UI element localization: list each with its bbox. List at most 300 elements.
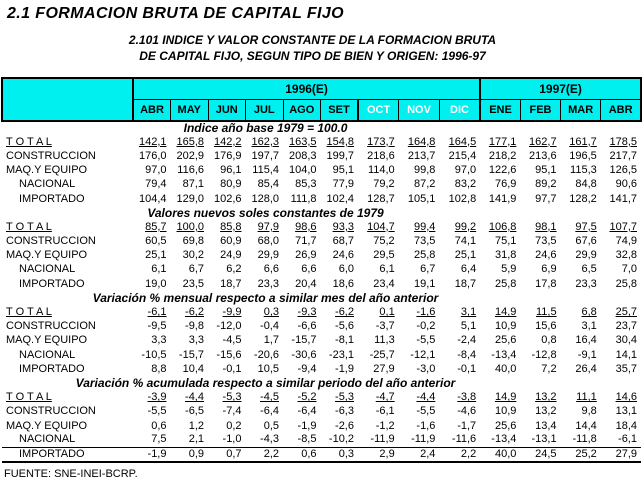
row-label-nacional: NACIONAL bbox=[19, 178, 76, 191]
value-cell: -5,6 bbox=[335, 320, 354, 333]
value-cell: 165,8 bbox=[176, 135, 204, 148]
month-header-abr-0: ABR bbox=[133, 100, 171, 122]
value-cell: 142,2 bbox=[213, 135, 242, 148]
value-cell: -11,9 bbox=[370, 433, 395, 446]
value-cell: -3,7 bbox=[375, 320, 395, 333]
section-title-3: Variación % acumulada respecto a similar periodo del año anterior bbox=[75, 376, 456, 390]
value-cell: 100,0 bbox=[176, 220, 204, 233]
value-cell: 25,6 bbox=[494, 419, 517, 432]
value-cell: 7,5 bbox=[151, 433, 167, 446]
value-cell: 178,5 bbox=[609, 135, 637, 148]
value-cell: 25,2 bbox=[561, 447, 601, 462]
value-cell: 7,0 bbox=[621, 263, 637, 276]
value-cell: 0,2 bbox=[226, 419, 242, 432]
value-cell: 68,0 bbox=[257, 235, 279, 248]
value-cell: -1,9 bbox=[297, 419, 317, 432]
value-cell: 2,2 bbox=[439, 447, 480, 462]
value-cell: -6,5 bbox=[185, 405, 204, 418]
value-cell: 6,7 bbox=[420, 263, 436, 276]
value-cell: -13,4 bbox=[491, 348, 517, 361]
value-cell: 97,9 bbox=[257, 220, 279, 233]
value-cell: 75,2 bbox=[373, 235, 395, 248]
value-cell: 114,0 bbox=[367, 164, 395, 177]
row-label-maq-y-equipo: MAQ.Y EQUIPO bbox=[6, 249, 88, 262]
value-cell: 104,0 bbox=[288, 164, 317, 177]
value-cell: 84,8 bbox=[575, 178, 597, 191]
value-cell: 97,0 bbox=[145, 164, 167, 177]
value-cell: 25,8 bbox=[615, 277, 637, 290]
value-cell: 102,6 bbox=[213, 192, 242, 205]
value-cell: 3,1 bbox=[581, 320, 597, 333]
value-cell: 5,1 bbox=[460, 320, 477, 333]
value-cell: 40,0 bbox=[494, 362, 517, 375]
value-cell: -6,4 bbox=[297, 405, 317, 418]
value-cell: -6,1 bbox=[375, 405, 395, 418]
value-cell: 68,7 bbox=[332, 235, 354, 248]
value-cell: 74,9 bbox=[615, 235, 637, 248]
page-title: 2.1 FORMACION BRUTA DE CAPITAL FIJO bbox=[7, 5, 344, 22]
value-cell: -1,7 bbox=[457, 419, 477, 432]
document-page bbox=[0, 5, 643, 491]
section-title-1: Valores nuevos soles constantes de 1979 bbox=[147, 206, 384, 220]
row-label-construccion: CONSTRUCCION bbox=[6, 320, 96, 333]
value-cell: -12,0 bbox=[216, 320, 242, 333]
value-cell: -1,6 bbox=[416, 419, 436, 432]
value-cell: 99,4 bbox=[413, 220, 436, 233]
value-cell: -5,5 bbox=[416, 334, 436, 347]
value-cell: 14,6 bbox=[615, 391, 637, 404]
value-cell: -5,5 bbox=[416, 405, 436, 418]
value-cell: 31,8 bbox=[494, 249, 517, 262]
value-cell: 25,8 bbox=[494, 277, 517, 290]
value-cell: 99,2 bbox=[454, 220, 477, 233]
value-cell: -8,1 bbox=[335, 334, 354, 347]
value-cell: 0,8 bbox=[541, 334, 557, 347]
value-cell: 6,5 bbox=[581, 263, 597, 276]
value-cell: 10,5 bbox=[257, 362, 279, 375]
value-cell: 177,1 bbox=[488, 135, 517, 148]
month-header-oct-6: OCT bbox=[358, 100, 399, 122]
value-cell: 77,9 bbox=[332, 178, 354, 191]
value-cell: 87,2 bbox=[413, 178, 436, 191]
row-label-importado: IMPORTADO bbox=[19, 362, 85, 375]
value-cell: 79,2 bbox=[373, 178, 395, 191]
table-row-importado bbox=[2, 447, 641, 462]
value-cell: -7,4 bbox=[222, 405, 242, 418]
value-cell: -12,8 bbox=[531, 348, 557, 361]
year-header-1997-e: 1997(E) bbox=[480, 78, 641, 100]
value-cell: 3,1 bbox=[460, 306, 477, 319]
value-cell: -1,0 bbox=[222, 433, 242, 446]
value-cell: -6,1 bbox=[618, 433, 637, 446]
value-cell: 6,1 bbox=[151, 263, 167, 276]
value-cell: -1,9 bbox=[133, 447, 171, 462]
value-cell: 5,9 bbox=[501, 263, 517, 276]
value-cell: 73,5 bbox=[535, 235, 557, 248]
value-cell: 11,5 bbox=[535, 306, 557, 319]
value-cell: 6,1 bbox=[379, 263, 395, 276]
value-cell: 25,1 bbox=[454, 249, 477, 262]
value-cell: -3,8 bbox=[457, 391, 477, 404]
value-cell: 85,3 bbox=[295, 178, 317, 191]
value-cell: 105,1 bbox=[407, 192, 436, 205]
value-cell: 111,8 bbox=[290, 192, 317, 205]
value-cell: 164,5 bbox=[448, 135, 477, 148]
value-cell: 218,2 bbox=[488, 149, 517, 162]
value-cell: 96,1 bbox=[220, 164, 242, 177]
value-cell: -1,2 bbox=[375, 419, 395, 432]
value-cell: 0,3 bbox=[321, 447, 359, 462]
value-cell: 0,7 bbox=[208, 447, 246, 462]
value-cell: -5,2 bbox=[297, 391, 317, 404]
value-cell: 97,7 bbox=[535, 192, 557, 205]
table-row-importado bbox=[2, 192, 641, 206]
row-label-maq-y-equipo: MAQ.Y EQUIPO bbox=[6, 419, 88, 432]
value-cell: 15,6 bbox=[535, 320, 557, 333]
table-row-importado bbox=[2, 362, 641, 376]
value-cell: 102,8 bbox=[448, 192, 477, 205]
row-label-t-o-t-a-l: T O T A L bbox=[6, 306, 52, 319]
table-row-t-o-t-a-l bbox=[2, 391, 641, 405]
month-header-feb-10: FEB bbox=[520, 100, 560, 122]
value-cell: -0,2 bbox=[416, 320, 436, 333]
value-cell: 97,0 bbox=[454, 164, 477, 177]
value-cell: 13,2 bbox=[535, 405, 557, 418]
value-cell: 18,6 bbox=[332, 277, 354, 290]
value-cell: 76,9 bbox=[494, 178, 517, 191]
section-title-row-2 bbox=[2, 291, 641, 305]
value-cell: 85,7 bbox=[145, 220, 167, 233]
subtitle-line-1: 2.101 INDICE Y VALOR CONSTANTE DE LA FORMACION BRUTA bbox=[128, 33, 497, 47]
table-row-maq-y-equipo bbox=[2, 334, 641, 348]
value-cell: -4,4 bbox=[185, 391, 204, 404]
section-title-row-0 bbox=[2, 121, 641, 135]
value-cell: -1,9 bbox=[335, 362, 354, 375]
value-cell: 141,7 bbox=[609, 192, 637, 205]
value-cell: 10,4 bbox=[182, 362, 204, 375]
value-cell: 6,7 bbox=[188, 263, 204, 276]
table-row-nacional bbox=[2, 178, 641, 192]
value-cell: -4,4 bbox=[416, 391, 436, 404]
value-cell: 102,4 bbox=[326, 192, 354, 205]
value-cell: 71,7 bbox=[295, 235, 317, 248]
row-label-nacional: NACIONAL bbox=[19, 348, 76, 361]
value-cell: 23,3 bbox=[257, 277, 279, 290]
row-header-line-2 bbox=[3, 100, 132, 120]
month-header-ene-9: ENE bbox=[480, 100, 520, 122]
value-cell: 67,6 bbox=[575, 235, 597, 248]
value-cell: 6,9 bbox=[541, 263, 557, 276]
value-cell: -15,7 bbox=[178, 348, 204, 361]
value-cell: -3,0 bbox=[416, 362, 436, 375]
value-cell: 74,1 bbox=[454, 235, 477, 248]
value-cell: 93,3 bbox=[332, 220, 354, 233]
value-cell: -6,2 bbox=[185, 306, 204, 319]
value-cell: -4,6 bbox=[457, 405, 477, 418]
value-cell: 126,5 bbox=[609, 164, 637, 177]
value-cell: 104,7 bbox=[367, 220, 395, 233]
month-header-jun-2: JUN bbox=[208, 100, 246, 122]
section-title-0: Indice año base 1979 = 100.0 bbox=[183, 121, 348, 136]
value-cell: -1,6 bbox=[416, 306, 436, 319]
value-cell: 0,1 bbox=[379, 306, 395, 319]
value-cell: 197,7 bbox=[251, 149, 279, 162]
value-cell: 2,4 bbox=[399, 447, 440, 462]
value-cell: 73,5 bbox=[413, 235, 436, 248]
value-cell: 17,8 bbox=[535, 277, 557, 290]
value-cell: 0,9 bbox=[171, 447, 209, 462]
value-cell: -0,1 bbox=[457, 362, 477, 375]
value-cell: 128,2 bbox=[569, 192, 597, 205]
value-cell: 14,9 bbox=[494, 306, 517, 319]
row-label-maq-y-equipo: MAQ.Y EQUIPO bbox=[6, 334, 88, 347]
value-cell: 176,9 bbox=[213, 149, 242, 162]
value-cell: 142,1 bbox=[138, 135, 167, 148]
value-cell: 3,3 bbox=[151, 334, 167, 347]
value-cell: -5,5 bbox=[147, 405, 167, 418]
row-label-construccion: CONSTRUCCION bbox=[6, 235, 96, 248]
value-cell: 85,4 bbox=[257, 178, 279, 191]
value-cell: -0,4 bbox=[260, 320, 279, 333]
section-title-row-1 bbox=[2, 206, 641, 220]
value-cell: 99,8 bbox=[413, 164, 436, 177]
value-cell: 25,6 bbox=[494, 334, 517, 347]
value-cell: -4,5 bbox=[260, 391, 279, 404]
table-body bbox=[2, 121, 641, 462]
value-cell: -6,2 bbox=[335, 306, 354, 319]
value-cell: 213,7 bbox=[407, 149, 436, 162]
value-cell: -13,1 bbox=[531, 433, 557, 446]
table-row-t-o-t-a-l bbox=[2, 135, 641, 149]
row-label-t-o-t-a-l: T O T A L bbox=[6, 135, 52, 148]
value-cell: 128,0 bbox=[251, 192, 279, 205]
value-cell: -6,3 bbox=[335, 405, 354, 418]
value-cell: 14,9 bbox=[494, 391, 517, 404]
value-cell: 116,6 bbox=[177, 164, 204, 177]
value-cell: 19,0 bbox=[145, 277, 167, 290]
value-cell: 163,5 bbox=[288, 135, 317, 148]
value-cell: 85,8 bbox=[220, 220, 242, 233]
value-cell: -9,1 bbox=[577, 348, 597, 361]
value-cell: 24,6 bbox=[535, 249, 557, 262]
value-cell: 213,6 bbox=[529, 149, 557, 162]
value-cell: -0,1 bbox=[222, 362, 242, 375]
value-cell: 164,8 bbox=[407, 135, 436, 148]
table-row-nacional bbox=[2, 348, 641, 362]
value-cell: 0,5 bbox=[263, 419, 279, 432]
row-label-importado: IMPORTADO bbox=[19, 277, 85, 290]
value-cell: 6,6 bbox=[301, 263, 317, 276]
value-cell: 7,2 bbox=[541, 362, 557, 375]
row-label-t-o-t-a-l: T O T A L bbox=[6, 220, 52, 233]
value-cell: 10,9 bbox=[494, 320, 517, 333]
table-row-nacional bbox=[2, 263, 641, 277]
value-cell: 3,3 bbox=[188, 334, 204, 347]
value-cell: 25,7 bbox=[615, 306, 637, 319]
table-subtitle bbox=[0, 32, 643, 64]
value-cell: 13,1 bbox=[615, 405, 637, 418]
value-cell: 40,0 bbox=[480, 447, 520, 462]
value-cell: -11,6 bbox=[451, 433, 477, 446]
table-row-construccion bbox=[2, 149, 641, 163]
value-cell: 13,4 bbox=[535, 419, 557, 432]
value-cell: 95,1 bbox=[332, 164, 354, 177]
value-cell: 13,2 bbox=[535, 391, 557, 404]
table-row-nacional bbox=[2, 433, 641, 447]
value-cell: 106,8 bbox=[488, 220, 517, 233]
value-cell: 19,1 bbox=[413, 277, 436, 290]
value-cell: 83,2 bbox=[454, 178, 477, 191]
row-header-cell bbox=[2, 78, 133, 121]
value-cell: 8,8 bbox=[151, 362, 167, 375]
row-label-importado: IMPORTADO bbox=[2, 447, 133, 462]
row-label-construccion: CONSTRUCCION bbox=[6, 405, 96, 418]
value-cell: 162,3 bbox=[251, 135, 279, 148]
value-cell: 89,2 bbox=[535, 178, 557, 191]
value-cell: 18,7 bbox=[220, 277, 242, 290]
value-cell: -3,9 bbox=[147, 391, 167, 404]
table-row-construccion bbox=[2, 405, 641, 419]
section-title-row-3 bbox=[2, 376, 641, 390]
value-cell: 0,6 bbox=[283, 447, 321, 462]
value-cell: 27,9 bbox=[601, 447, 641, 462]
value-cell: 35,7 bbox=[615, 362, 637, 375]
value-cell: 24,6 bbox=[332, 249, 354, 262]
value-cell: -13,4 bbox=[491, 433, 517, 446]
value-cell: 128,7 bbox=[367, 192, 395, 205]
value-cell: 11,3 bbox=[374, 334, 395, 347]
value-cell: -9,9 bbox=[222, 306, 242, 319]
value-cell: 20,4 bbox=[295, 277, 317, 290]
value-cell: 26,4 bbox=[575, 362, 597, 375]
value-cell: 173,7 bbox=[367, 135, 395, 148]
value-cell: 141,9 bbox=[488, 192, 517, 205]
row-label-maq-y-equipo: MAQ.Y EQUIPO bbox=[6, 164, 88, 177]
month-header-set-5: SET bbox=[321, 100, 359, 122]
value-cell: 1,2 bbox=[188, 419, 204, 432]
value-cell: 6,2 bbox=[226, 263, 242, 276]
value-cell: 2,2 bbox=[246, 447, 284, 462]
month-header-jul-3: JUL bbox=[246, 100, 284, 122]
month-header-abr-12: ABR bbox=[601, 100, 641, 122]
year-groups-row bbox=[2, 78, 641, 100]
value-cell: 75,1 bbox=[494, 235, 517, 248]
value-cell: 6,8 bbox=[581, 306, 597, 319]
value-cell: -10,5 bbox=[141, 348, 167, 361]
value-cell: -8,5 bbox=[297, 433, 317, 446]
table-row-construccion bbox=[2, 235, 641, 249]
table-row-t-o-t-a-l bbox=[2, 220, 641, 234]
row-label-nacional: NACIONAL bbox=[19, 263, 76, 276]
value-cell: 95,1 bbox=[535, 164, 557, 177]
value-cell: 9,8 bbox=[581, 405, 597, 418]
value-cell: -12,1 bbox=[410, 348, 436, 361]
value-cell: 60,9 bbox=[220, 235, 242, 248]
value-cell: 79,4 bbox=[145, 178, 167, 191]
value-cell: -25,7 bbox=[369, 348, 395, 361]
table-row-maq-y-equipo bbox=[2, 249, 641, 263]
table-head bbox=[2, 78, 641, 121]
value-cell: -4,5 bbox=[222, 334, 242, 347]
month-header-may-1: MAY bbox=[171, 100, 209, 122]
value-cell: -9,5 bbox=[147, 320, 167, 333]
value-cell: 154,8 bbox=[326, 135, 354, 148]
value-cell: -23,1 bbox=[328, 348, 354, 361]
value-cell: -9,4 bbox=[297, 362, 317, 375]
value-cell: 218,6 bbox=[367, 149, 395, 162]
value-cell: -6,1 bbox=[147, 306, 167, 319]
value-cell: -10,2 bbox=[328, 433, 354, 446]
value-cell: 176,0 bbox=[138, 149, 167, 162]
value-cell: -9,3 bbox=[297, 306, 317, 319]
value-cell: 196,5 bbox=[569, 149, 597, 162]
table-row-importado bbox=[2, 277, 641, 291]
value-cell: 29,5 bbox=[373, 249, 395, 262]
value-cell: 161,7 bbox=[569, 135, 597, 148]
value-cell: 208,3 bbox=[288, 149, 317, 162]
month-header-nov-7: NOV bbox=[399, 100, 440, 122]
value-cell: 87,1 bbox=[182, 178, 204, 191]
value-cell: 23,3 bbox=[575, 277, 597, 290]
value-cell: 115,4 bbox=[252, 164, 279, 177]
table-row-construccion bbox=[2, 320, 641, 334]
value-cell: 29,9 bbox=[575, 249, 597, 262]
value-cell: -4,3 bbox=[260, 433, 279, 446]
row-label-importado: IMPORTADO bbox=[19, 192, 85, 205]
value-cell: 25,8 bbox=[413, 249, 436, 262]
value-cell: 115,3 bbox=[570, 164, 597, 177]
table-row-t-o-t-a-l bbox=[2, 305, 641, 319]
value-cell: -6,6 bbox=[297, 320, 317, 333]
value-cell: 107,7 bbox=[609, 220, 637, 233]
value-cell: 6,6 bbox=[263, 263, 279, 276]
subtitle-line-2: DE CAPITAL FIJO, SEGUN TIPO DE BIEN Y ORIGEN: 1996-97 bbox=[139, 49, 486, 63]
value-cell: -15,6 bbox=[216, 348, 242, 361]
value-cell: 2,1 bbox=[188, 433, 204, 446]
value-cell: 1,7 bbox=[263, 334, 279, 347]
value-cell: 69,8 bbox=[182, 235, 204, 248]
value-cell: 32,8 bbox=[615, 249, 637, 262]
value-cell: 90,6 bbox=[615, 178, 637, 191]
value-cell: 104,4 bbox=[138, 192, 167, 205]
value-cell: 29,9 bbox=[257, 249, 279, 262]
value-cell: -20,6 bbox=[253, 348, 279, 361]
value-cell: 27,9 bbox=[373, 362, 395, 375]
value-cell: 162,7 bbox=[529, 135, 557, 148]
value-cell: 25,1 bbox=[145, 249, 167, 262]
value-cell: 2,9 bbox=[358, 447, 399, 462]
value-cell: 97,5 bbox=[575, 220, 597, 233]
value-cell: -11,9 bbox=[411, 433, 436, 446]
row-label-t-o-t-a-l: T O T A L bbox=[6, 391, 52, 404]
value-cell: 202,9 bbox=[176, 149, 204, 162]
value-cell: -30,6 bbox=[291, 348, 317, 361]
value-cell: 217,7 bbox=[609, 149, 637, 162]
value-cell: -11,8 bbox=[572, 433, 597, 446]
value-cell: 0,6 bbox=[151, 419, 167, 432]
value-cell: 0,3 bbox=[263, 306, 279, 319]
value-cell: 23,5 bbox=[182, 277, 204, 290]
row-header-line-1 bbox=[3, 80, 132, 100]
value-cell: 23,4 bbox=[373, 277, 395, 290]
value-cell: -5,3 bbox=[222, 391, 242, 404]
value-cell: 6,0 bbox=[338, 263, 354, 276]
value-cell: -4,7 bbox=[375, 391, 395, 404]
value-cell: 24,5 bbox=[520, 447, 560, 462]
value-cell: 60,5 bbox=[145, 235, 167, 248]
value-cell: -8,4 bbox=[457, 348, 477, 361]
value-cell: 98,1 bbox=[535, 220, 557, 233]
